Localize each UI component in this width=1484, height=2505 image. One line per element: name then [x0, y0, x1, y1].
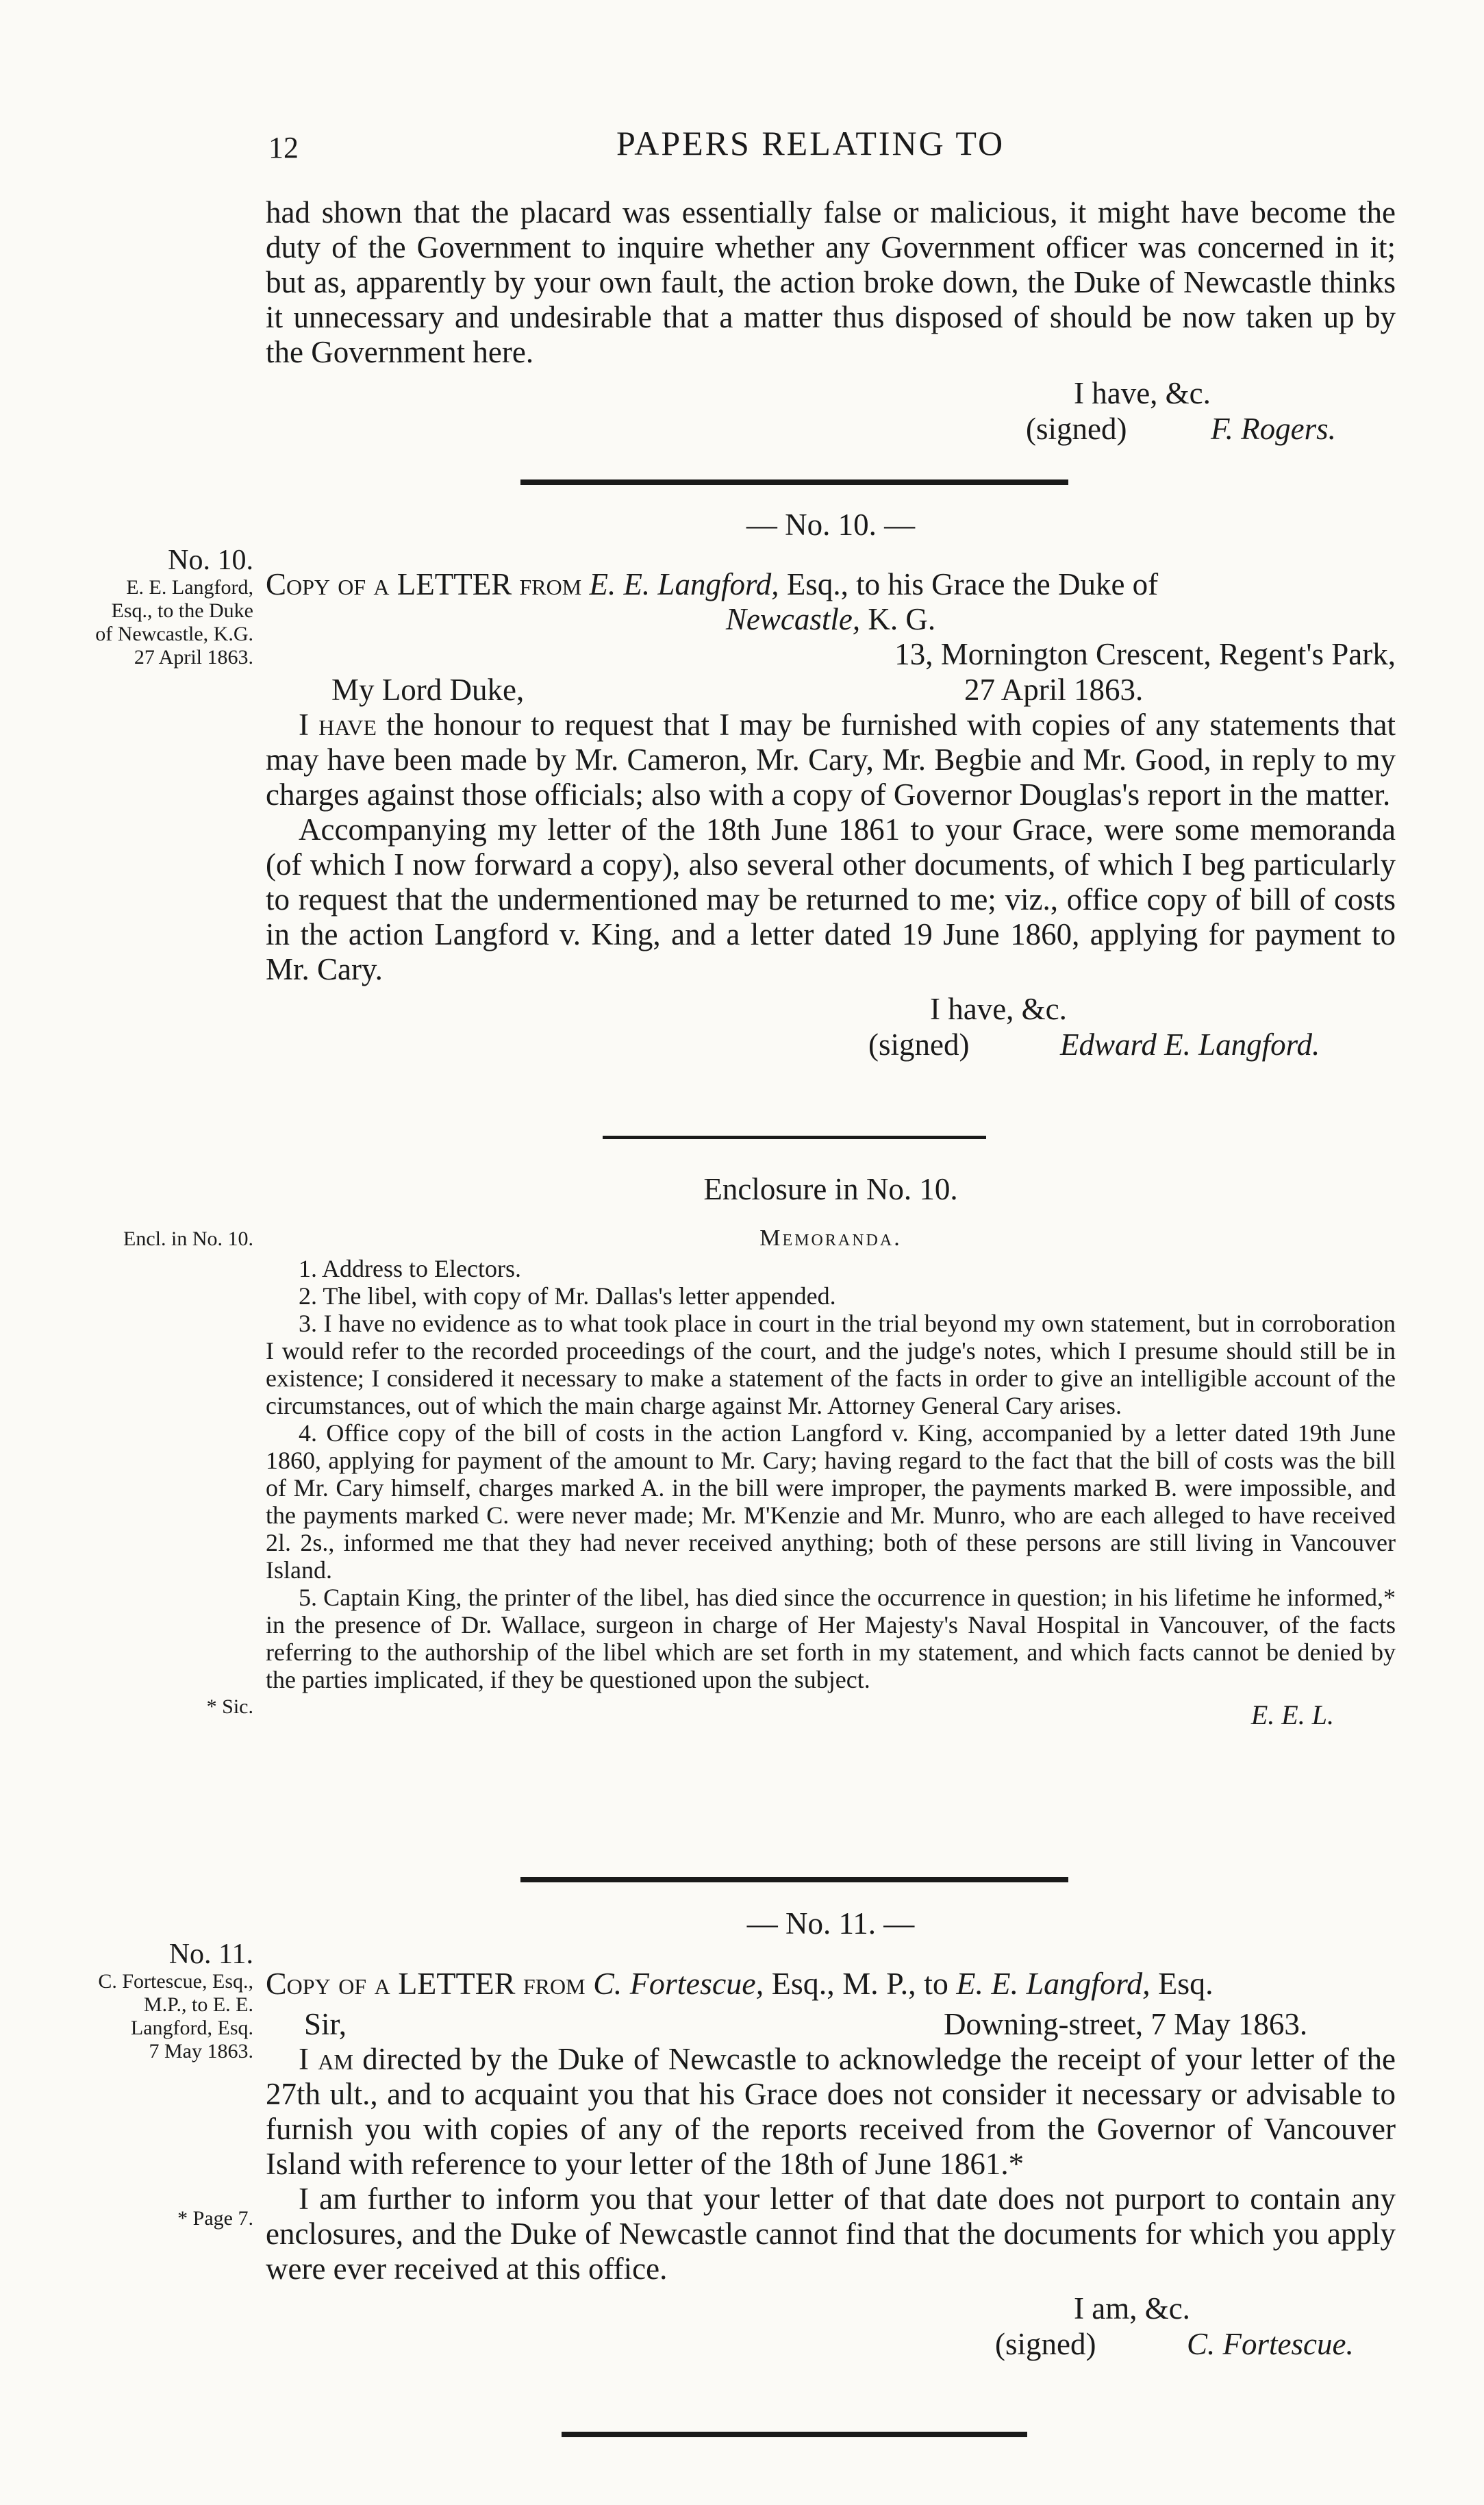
no10-title: — No. 10. — — [746, 508, 916, 542]
enclosure-title: Enclosure in No. 10. — [703, 1172, 958, 1206]
memoranda-heading: Memoranda. — [759, 1225, 902, 1251]
section-rule — [520, 1877, 1068, 1882]
intro-paragraph: had shown that the placard was essentially false or malicious, it might have become the duty of the Government to inquire whether any Government officer was concerned in it; but as, apparently by your own fault, the action broke down, the Duke of Newcastle thinks it unnecessary and undesirable that a matter thus disposed of should be now taken up by the Government here. — [266, 195, 1396, 369]
page-number: 12 — [268, 131, 299, 164]
no11-section — [266, 1966, 1396, 2362]
intro-section — [266, 195, 1396, 447]
memo-item-4: 4. Office copy of the bill of costs in the action Langford v. King, accompanied by a letter dated 19th June 1860, applying for payment of the amount to Mr. Cary; having regard to the fact that the bill of costs was the bill of Mr. Cary himself, charges marked A. in the bill were improper, the payments marked B. were impossible, and the payments marked C. were never made; Mr. M'Kenzie and Mr. Munro, who are each alleged to have received 2l. 2s., informed me that they had never received anything; both of these persons are still living in Vancouver Island. — [266, 1419, 1396, 1584]
running-head: PAPERS RELATING TO — [616, 124, 1005, 162]
sic-margin-note: * Sic. — [206, 1695, 253, 1718]
section-rule — [520, 479, 1068, 485]
section-rule — [562, 2432, 1027, 2437]
no11-close: I am, &c. — [1074, 2291, 1190, 2326]
no10-paragraph-2: Accompanying my letter of the 18th June 1861 to your Grace, were some memoranda (of which I now forward a copy), also several other documents, of which I beg particularly to request that the undermentioned may be returned to me; viz., office copy of bill of costs in the action Langford v. King, and a letter dated 19 June 1860, applying for payment to Mr. Cary. — [266, 812, 1396, 986]
no10-close: I have, &c. — [930, 992, 1067, 1026]
no10-heading-line2: Newcastle, K. G. — [725, 602, 936, 636]
page-header — [0, 123, 1484, 171]
page-ref-margin-note: * Page 7. — [177, 2207, 253, 2230]
no11-paragraph-1: I am directed by the Duke of Newcastle to acknowledge the receipt of your letter of the 27th ult., and to acquaint you that his Grace does not consider it necessary or advisable to furnish you with copies of any of the reports received from the Governor of Vancouver Island with reference to your letter of the 18th of June 1861.* — [266, 2042, 1396, 2181]
no11-heading: Copy of a LETTER from C. Fortescue, Esq., M. P., to E. E. Langford, Esq. — [266, 1966, 1213, 2001]
no11-paragraph-2: I am further to inform you that your letter of that date does not purport to contain any enclosures, and the Duke of Newcastle cannot find that the documents for which you apply were ever received at this office. — [266, 2182, 1396, 2286]
no10-margin-note: No. 10. E. E. Langford, Esq., to the Duke of Newcastle, K.G. 27 April 1863. — [95, 545, 253, 669]
no11-salutation-row: Sir, Downing-street, 7 May 1863. — [304, 2007, 1308, 2041]
memoranda — [266, 1225, 1396, 1729]
no10-salutation-row: My Lord Duke, 27 April 1863. — [331, 673, 1144, 707]
no10-address: 13, Mornington Crescent, Regent's Park, — [894, 637, 1396, 671]
memo-item-2: 2. The libel, with copy of Mr. Dallas's letter appended. — [299, 1282, 836, 1310]
no10-heading: Copy of a LETTER from E. E. Langford, Esq., to his Grace the Duke of — [266, 567, 1159, 601]
no11-signature: (signed) C. Fortescue. — [995, 2327, 1354, 2361]
no11-title: — No. 11. — — [746, 1906, 915, 1941]
no10-section — [266, 567, 1396, 1062]
memo-item-1: 1. Address to Electors. — [299, 1255, 521, 1282]
intro-signature: (signed) F. Rogers. — [1026, 412, 1336, 446]
intro-close: I have, &c. — [1074, 376, 1211, 410]
memo-item-5: 5. Captain King, the printer of the libel, has died since the occurrence in question; in his lifetime he informed,* in the presence of Dr. Wallace, surgeon in charge of Her Majesty's Naval Hospital in Vancouver, of the facts referring to the authorship of the libel which are set forth in my statement, and which facts cannot be denied by the parties implicated, if they be questioned upon the subject. — [266, 1584, 1396, 1693]
section-rule — [603, 1136, 986, 1139]
no10-signature: (signed) Edward E. Langford. — [868, 1027, 1320, 1062]
memo-item-3: 3. I have no evidence as to what took place in court in the trial beyond my own statement, but in corroboration I would refer to the recorded proceedings of the court, and the judge's notes, which I presume should still be in existence; I considered it necessary to make a statement of the facts in order to give an intelligible account of the circumstances, out of which the main charge against Mr. Attorney General Cary arises. — [266, 1310, 1396, 1419]
no11-margin-note: No. 11. C. Fortescue, Esq., M.P., to E. E. Langford, Esq. 7 May 1863. — [98, 1939, 253, 2062]
no10-paragraph-1: I have the honour to request that I may be furnished with copies of any statements that may have been made by Mr. Cameron, Mr. Cary, Mr. Begbie and Mr. Good, in reply to my charges against those officials; also with a copy of Governor Douglas's report in the matter. — [266, 708, 1396, 812]
enclosure-margin-note: Encl. in No. 10. — [123, 1227, 253, 1250]
memo-initials: E. E. L. — [1250, 1699, 1334, 1730]
